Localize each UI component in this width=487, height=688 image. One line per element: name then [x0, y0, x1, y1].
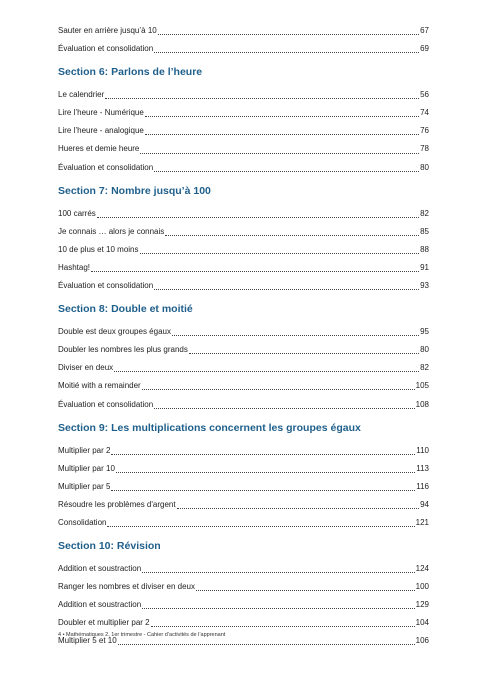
table-of-contents — [58, 22, 429, 651]
dot-leader — [154, 288, 419, 290]
dot-leader — [142, 388, 415, 390]
dot-leader — [114, 370, 419, 372]
toc-entry-page: 82 — [420, 363, 429, 373]
toc-entry-label: Le calendrier — [58, 90, 105, 100]
toc-entry — [58, 323, 429, 341]
toc-entry — [58, 578, 429, 596]
toc-entry-page: 82 — [420, 208, 429, 218]
dot-leader — [177, 507, 420, 509]
toc-entry-label: 10 de plus et 10 moins — [58, 244, 139, 254]
toc-entry — [58, 496, 429, 514]
toc-entry-label: Addition et soustraction — [58, 600, 142, 610]
toc-entry — [58, 478, 429, 496]
toc-entry — [58, 22, 429, 40]
dot-leader — [111, 489, 415, 491]
section-heading: Section 6: Parlons de l’heure — [58, 66, 203, 79]
toc-entry-label: Évaluation et consolidation — [58, 44, 154, 54]
dot-leader — [196, 589, 415, 591]
toc-entry — [58, 396, 429, 414]
toc-entry-page: 67 — [420, 26, 429, 35]
toc-entry-page: 113 — [416, 463, 429, 473]
toc-entry — [58, 442, 429, 460]
dot-leader — [154, 407, 414, 409]
toc-entry — [58, 205, 429, 223]
toc-entry-label: Sauter en arrière jusqu’à 10 — [58, 26, 157, 35]
toc-entry — [58, 241, 429, 259]
toc-entry-page: 106 — [415, 636, 429, 646]
toc-entry — [58, 341, 429, 359]
toc-entry — [58, 560, 429, 578]
toc-entry-page: 105 — [415, 381, 429, 391]
dot-leader — [97, 216, 419, 218]
dot-leader — [116, 471, 415, 473]
toc-entry — [58, 259, 429, 277]
toc-entry — [58, 596, 429, 614]
section-heading: Section 7: Nombre jusqu’à 100 — [58, 184, 211, 197]
toc-entry-page: 74 — [420, 108, 429, 118]
toc-entry-label: Ranger les nombres et diviser en deux — [58, 582, 195, 592]
dot-leader — [140, 252, 420, 254]
section-heading: Section 10: Révision — [58, 540, 161, 553]
toc-entry-page: 124 — [415, 564, 429, 574]
toc-entry-page: 94 — [420, 499, 429, 509]
toc-entry-label: Évaluation et consolidation — [58, 399, 154, 409]
toc-entry — [58, 86, 429, 104]
toc-entry-label: Consolidation — [58, 517, 107, 527]
toc-entry-page: 69 — [420, 44, 429, 54]
dot-leader — [107, 525, 414, 527]
toc-entry-label: Doubler les nombres les plus grands — [58, 345, 188, 355]
toc-entry — [58, 277, 429, 295]
toc-entry-page: 104 — [415, 618, 429, 628]
toc-entry-page: 116 — [416, 481, 429, 491]
toc-entry-label: Hashtag! — [58, 262, 91, 272]
toc-entry — [58, 104, 429, 122]
dot-leader — [111, 453, 415, 455]
toc-entry-page: 80 — [420, 345, 429, 355]
dot-leader — [154, 170, 419, 172]
toc-entry-label: Évaluation et consolidation — [58, 162, 154, 172]
toc-entry-label: Multiplier par 2 — [58, 445, 111, 455]
toc-entry — [58, 122, 429, 140]
dot-leader — [91, 270, 419, 272]
toc-entry-page: 100 — [415, 582, 429, 592]
dot-leader — [145, 133, 419, 135]
toc-entry — [58, 223, 429, 241]
toc-entry-label: Double est deux groupes égaux — [58, 327, 171, 337]
dot-leader — [140, 152, 419, 154]
toc-entry-page: 56 — [420, 90, 429, 100]
toc-entry-label: Moitié with a remainder — [58, 381, 141, 391]
toc-entry-label: Hueres et demie heure — [58, 144, 140, 154]
dot-leader — [154, 51, 419, 53]
toc-entry-label: Diviser en deux — [58, 363, 114, 373]
toc-entry-page: 121 — [415, 517, 429, 527]
toc-entry-label: Addition et soustraction — [58, 564, 142, 574]
toc-entry — [58, 614, 429, 632]
toc-entry — [58, 140, 429, 158]
dot-leader — [158, 33, 419, 35]
toc-entry-page: 108 — [415, 399, 429, 409]
toc-entry — [58, 377, 429, 395]
dot-leader — [142, 571, 414, 573]
toc-entry-label: 100 carrés — [58, 208, 96, 218]
dot-leader — [105, 97, 419, 99]
toc-entry-page: 129 — [415, 600, 429, 610]
section-heading: Section 8: Double et moitié — [58, 303, 193, 316]
toc-entry — [58, 40, 429, 58]
toc-entry — [58, 460, 429, 478]
section-heading: Section 9: Les multiplications concernent les groupes égaux — [58, 421, 361, 434]
dot-leader — [142, 607, 414, 609]
toc-entry-page: 93 — [420, 281, 429, 291]
dot-leader — [118, 643, 415, 645]
toc-entry-page: 88 — [420, 244, 429, 254]
toc-entry-label: Multiplier 5 et 10 — [58, 636, 117, 646]
toc-entry-page: 76 — [420, 126, 429, 136]
dot-leader — [172, 334, 419, 336]
page-footer: 4 • Mathématiques 2, 1er trimestre - Cahier d’activités de l’apprenant — [58, 632, 226, 638]
toc-entry — [58, 159, 429, 177]
toc-entry — [58, 514, 429, 532]
toc-entry-label: Évaluation et consolidation — [58, 281, 154, 291]
toc-entry-label: Je connais … alors je connais — [58, 226, 165, 236]
toc-entry-page: 95 — [420, 327, 429, 337]
toc-entry-label: Lire l’heure - Numérique — [58, 108, 144, 118]
toc-entry-page: 110 — [416, 445, 429, 455]
toc-entry-page: 91 — [420, 262, 429, 272]
dot-leader — [145, 115, 419, 117]
toc-entry-page: 80 — [420, 162, 429, 172]
dot-leader — [189, 352, 419, 354]
dot-leader — [165, 234, 419, 236]
toc-entry-label: Lire l’heure - analogique — [58, 126, 144, 136]
toc-entry — [58, 359, 429, 377]
toc-entry-page: 85 — [420, 226, 429, 236]
toc-entry-label: Multiplier par 10 — [58, 463, 115, 473]
dot-leader — [151, 625, 415, 627]
toc-entry-label: Résoudre les problèmes d'argent — [58, 499, 176, 509]
toc-entry-label: Doubler et multiplier par 2 — [58, 618, 150, 628]
toc-entry-label: Multiplier par 5 — [58, 481, 111, 491]
toc-entry-page: 78 — [420, 144, 429, 154]
